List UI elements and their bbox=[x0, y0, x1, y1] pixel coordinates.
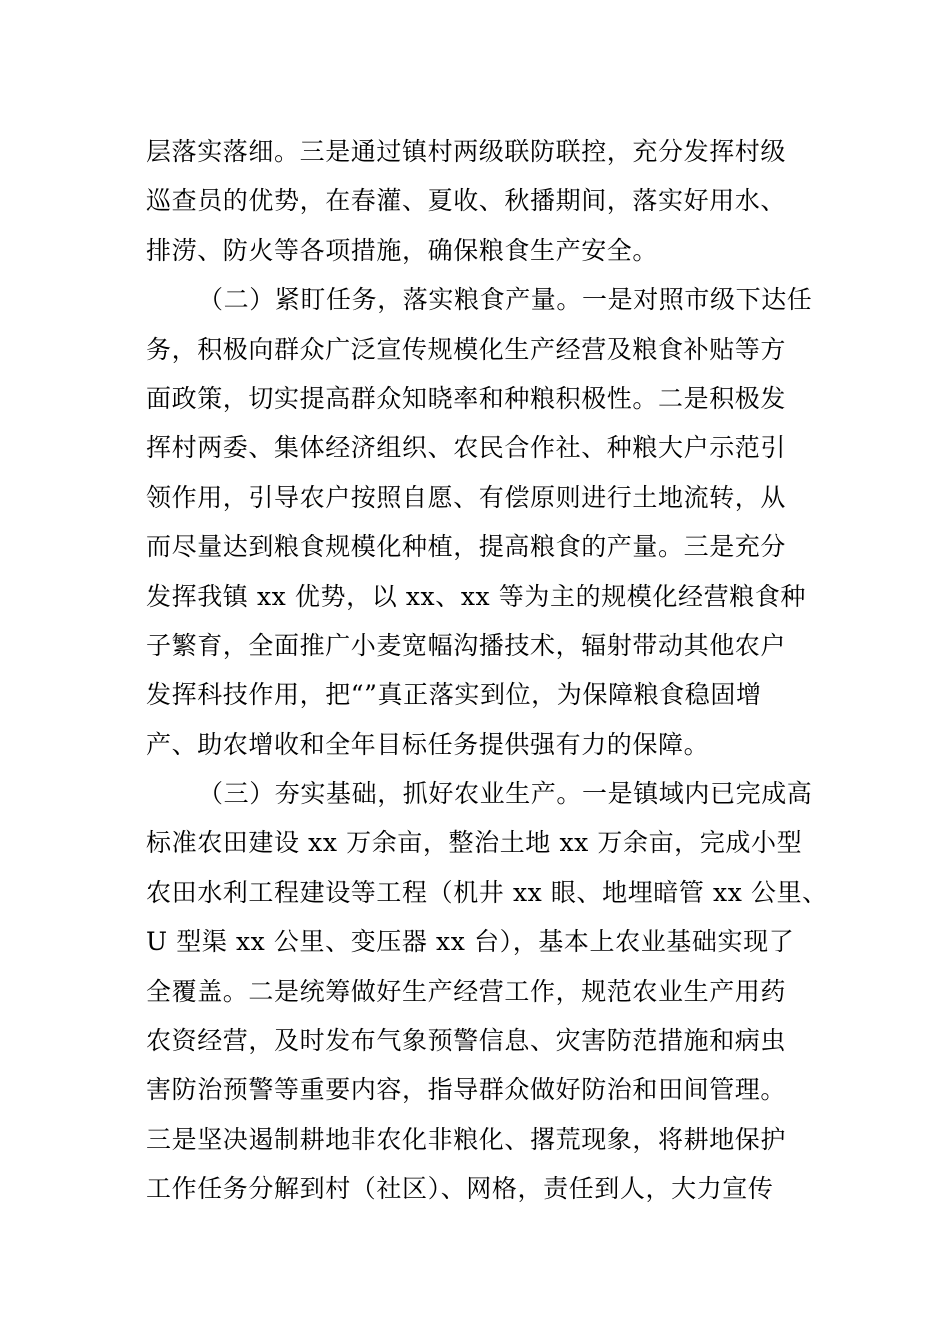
text-line: 标准农田建设 xx 万余亩，整治土地 xx 万余亩，完成小型 bbox=[146, 828, 803, 858]
text-line: 发挥我镇 xx 优势，以 xx、xx 等为主的规模化经营粮食种 bbox=[146, 581, 806, 611]
text-line: 巡查员的优势，在春灌、夏收、秋播期间，落实好用水、 bbox=[146, 186, 787, 216]
text-line: 三是坚决遏制耕地非农化非粮化、撂荒现象，将耕地保护 bbox=[146, 1124, 787, 1154]
text-line: 农资经营，及时发布气象预警信息、灾害防范措施和病虫 bbox=[146, 1026, 787, 1056]
text-line: U 型渠 xx 公里、变压器 xx 台），基本上农业基础实现了 bbox=[146, 927, 795, 957]
text-line: 而尽量达到粮食规模化种植，提高粮食的产量。三是充分 bbox=[146, 532, 787, 562]
text-line: 子繁育，全面推广小麦宽幅沟播技术，辐射带动其他农户 bbox=[146, 630, 787, 660]
body-text bbox=[146, 127, 826, 1214]
text-line: 害防治预警等重要内容，指导群众做好防治和田间管理。 bbox=[146, 1075, 787, 1105]
text-line: 产、助农增收和全年目标任务提供强有力的保障。 bbox=[146, 729, 710, 759]
text-line: 挥村两委、集体经济组织、农民合作社、种粮大户示范引 bbox=[146, 433, 787, 463]
text-line: 排涝、防火等各项措施，确保粮食生产安全。 bbox=[146, 235, 659, 265]
text-line: 工作任务分解到村（社区）、网格，责任到人，大力宣传 bbox=[146, 1174, 774, 1204]
text-line: 层落实落细。三是通过镇村两级联防联控，充分发挥村级 bbox=[146, 137, 787, 166]
text-line: 全覆盖。二是统筹做好生产经营工作，规范农业生产用药 bbox=[146, 976, 787, 1006]
text-line: 发挥科技作用，把“”真正落实到位，为保障粮食稳固增 bbox=[146, 680, 762, 710]
section-heading-line: （二）紧盯任务，落实粮食产量。一是对照市级下达任 bbox=[198, 285, 813, 315]
text-line: 面政策，切实提高群众知晓率和种粮积极性。二是积极发 bbox=[146, 383, 787, 413]
text-line: 农田水利工程建设等工程（机井 xx 眼、地埋暗管 xx 公里、 bbox=[146, 877, 828, 907]
text-line: 务，积极向群众广泛宣传规模化生产经营及粮食补贴等方 bbox=[146, 334, 787, 364]
text-line: 领作用，引导农户按照自愿、有偿原则进行土地流转，从 bbox=[146, 482, 787, 512]
section-heading-line: （三）夯实基础，抓好农业生产。一是镇域内已完成高 bbox=[198, 779, 813, 809]
